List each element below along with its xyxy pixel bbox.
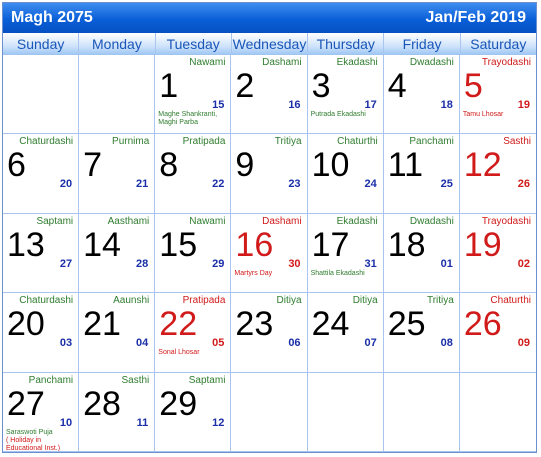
weekday-monday: Monday bbox=[79, 33, 155, 55]
day-cell[interactable] bbox=[231, 55, 307, 134]
tithi-label: Saptami bbox=[188, 374, 226, 386]
english-date: 12 bbox=[212, 416, 225, 429]
tithi-label: Dwadashi bbox=[409, 215, 454, 227]
nepali-date: 18 bbox=[387, 225, 426, 264]
english-date: 03 bbox=[59, 337, 73, 350]
nepali-month-title: Magh 2075 bbox=[11, 9, 93, 26]
tithi-label: Chaturthi bbox=[337, 136, 378, 148]
english-date: 07 bbox=[364, 337, 377, 350]
nepali-date: 7 bbox=[83, 146, 103, 185]
english-date: 09 bbox=[517, 337, 530, 350]
nepali-date: 29 bbox=[159, 384, 198, 423]
tithi-label: Ekadashi bbox=[336, 215, 378, 227]
nepali-date: 21 bbox=[83, 305, 121, 344]
nepali-date: 4 bbox=[387, 67, 407, 105]
nepali-date: 14 bbox=[83, 225, 121, 264]
nepali-date: 1 bbox=[159, 67, 179, 105]
day-cell[interactable] bbox=[384, 293, 460, 372]
event-text: Putrada Ekadashi bbox=[310, 111, 366, 118]
event-label bbox=[311, 270, 381, 278]
tithi-label: Pratipada bbox=[182, 136, 226, 148]
day-cell[interactable] bbox=[384, 134, 460, 213]
date-grid bbox=[3, 55, 536, 452]
tithi-label: Tritiya bbox=[426, 295, 454, 307]
tithi-label: Panchami bbox=[409, 136, 454, 148]
tithi-label: Chaturdashi bbox=[19, 136, 74, 148]
event-text: Tamu Lhosar bbox=[462, 111, 504, 118]
day-cell[interactable] bbox=[79, 293, 155, 372]
english-date: 05 bbox=[212, 337, 225, 350]
tithi-label: Dwadashi bbox=[409, 57, 454, 68]
event-label bbox=[463, 111, 533, 119]
nepali-date: 22 bbox=[159, 305, 198, 344]
weekday-friday: Friday bbox=[384, 33, 460, 55]
english-date: 31 bbox=[364, 257, 377, 270]
day-cell[interactable] bbox=[460, 214, 536, 293]
nepali-date: 13 bbox=[7, 225, 45, 264]
weekday-saturday: Saturday bbox=[461, 33, 536, 55]
nepali-date: 17 bbox=[311, 225, 350, 264]
day-cell[interactable] bbox=[384, 214, 460, 293]
tithi-label: Trayodashi bbox=[481, 215, 531, 227]
weekday-tuesday: Tuesday bbox=[156, 33, 232, 55]
tithi-label: Dashami bbox=[262, 215, 302, 227]
empty-cell bbox=[231, 373, 307, 452]
tithi-label: Ditiya bbox=[352, 295, 378, 307]
event-label bbox=[234, 270, 304, 278]
nepali-date: 10 bbox=[311, 146, 350, 185]
tithi-label: Aasthami bbox=[107, 215, 150, 227]
nepali-date: 20 bbox=[7, 305, 45, 344]
nepali-date: 16 bbox=[235, 225, 274, 264]
day-cell[interactable] bbox=[384, 55, 460, 134]
nepali-date: 15 bbox=[159, 225, 198, 264]
event-text: Martyrs Day bbox=[234, 269, 273, 277]
english-date: 02 bbox=[517, 257, 530, 270]
empty-cell bbox=[308, 373, 384, 452]
nepali-date: 2 bbox=[235, 67, 255, 105]
day-cell[interactable] bbox=[231, 214, 307, 293]
nepali-date: 5 bbox=[463, 67, 483, 105]
weekday-wednesday: Wednesday bbox=[232, 33, 308, 55]
event-text: Shattila Ekadashi bbox=[310, 269, 365, 277]
nepali-date: 27 bbox=[7, 384, 45, 423]
weekday-sunday: Sunday bbox=[3, 33, 79, 55]
tithi-label: Aaunshi bbox=[113, 295, 150, 307]
day-cell[interactable] bbox=[3, 373, 79, 452]
english-date: 24 bbox=[364, 178, 377, 191]
tithi-label: Ditiya bbox=[276, 295, 302, 307]
day-cell[interactable] bbox=[79, 214, 155, 293]
empty-cell bbox=[460, 373, 536, 452]
tithi-label: Saptami bbox=[36, 215, 74, 227]
day-cell[interactable] bbox=[79, 373, 155, 452]
event-label bbox=[311, 111, 381, 119]
day-cell[interactable] bbox=[460, 55, 536, 134]
day-cell[interactable] bbox=[155, 55, 231, 134]
tithi-label: Nawami bbox=[189, 215, 226, 227]
nepali-date: 3 bbox=[311, 67, 331, 105]
tithi-label: Tritiya bbox=[274, 136, 302, 148]
nepali-date: 6 bbox=[7, 146, 26, 185]
english-date: 01 bbox=[440, 257, 453, 270]
nepali-date: 8 bbox=[159, 146, 179, 185]
english-date: 10 bbox=[59, 416, 73, 429]
event-label bbox=[158, 111, 228, 127]
day-cell[interactable] bbox=[231, 293, 307, 372]
nepali-date: 19 bbox=[463, 225, 502, 264]
english-date: 22 bbox=[212, 178, 225, 191]
event-text: Saraswoti Puja bbox=[6, 428, 53, 436]
english-date: 21 bbox=[136, 178, 149, 191]
english-month-title: Jan/Feb 2019 bbox=[425, 9, 526, 26]
empty-cell bbox=[79, 55, 155, 134]
day-cell[interactable] bbox=[308, 214, 384, 293]
event-label bbox=[158, 349, 228, 357]
english-date: 08 bbox=[440, 337, 453, 350]
day-cell[interactable] bbox=[155, 214, 231, 293]
nepali-date: 11 bbox=[387, 146, 423, 185]
nepali-date: 28 bbox=[83, 384, 121, 423]
empty-cell bbox=[3, 55, 79, 134]
day-cell[interactable] bbox=[155, 293, 231, 372]
day-cell[interactable] bbox=[155, 373, 231, 452]
nepali-date: 25 bbox=[387, 305, 426, 344]
english-date: 29 bbox=[212, 257, 225, 270]
calendar-header bbox=[3, 3, 536, 33]
tithi-label: Ekadashi bbox=[336, 57, 378, 68]
event-label bbox=[6, 429, 76, 452]
english-date: 25 bbox=[440, 178, 453, 191]
tithi-label: Panchami bbox=[28, 374, 74, 386]
english-date: 06 bbox=[288, 337, 301, 350]
english-date: 11 bbox=[136, 416, 149, 429]
english-date: 23 bbox=[288, 178, 301, 191]
weekday-thursday: Thursday bbox=[308, 33, 384, 55]
tithi-label: Chaturdashi bbox=[19, 295, 74, 307]
weekday-row bbox=[3, 33, 536, 55]
nepali-date: 9 bbox=[235, 146, 255, 185]
english-date: 04 bbox=[136, 337, 149, 350]
english-date: 17 bbox=[364, 99, 377, 111]
day-cell[interactable] bbox=[460, 293, 536, 372]
empty-cell bbox=[384, 373, 460, 452]
event-text: Maghe Shankranti, Maghi Parba bbox=[158, 111, 218, 126]
day-cell[interactable] bbox=[3, 293, 79, 372]
nepali-date: 26 bbox=[463, 305, 502, 344]
day-cell[interactable] bbox=[155, 134, 231, 213]
english-date: 20 bbox=[59, 178, 73, 191]
english-date: 15 bbox=[212, 99, 225, 111]
tithi-label: Nawami bbox=[189, 57, 226, 68]
english-date: 19 bbox=[517, 99, 530, 111]
day-cell[interactable] bbox=[3, 214, 79, 293]
tithi-label: Trayodashi bbox=[481, 57, 531, 68]
english-date: 16 bbox=[288, 99, 301, 111]
nepali-date: 24 bbox=[311, 305, 350, 344]
tithi-label: Chaturthi bbox=[490, 295, 531, 307]
event-text: Sonal Lhosar bbox=[158, 349, 200, 357]
day-cell[interactable] bbox=[231, 134, 307, 213]
day-cell[interactable] bbox=[308, 293, 384, 372]
english-date: 27 bbox=[59, 257, 73, 270]
english-date: 30 bbox=[288, 257, 301, 270]
day-cell[interactable] bbox=[79, 134, 155, 213]
tithi-label: Sasthi bbox=[121, 374, 150, 386]
day-cell[interactable] bbox=[308, 134, 384, 213]
tithi-label: Sasthi bbox=[503, 136, 531, 148]
day-cell[interactable] bbox=[3, 134, 79, 213]
tithi-label: Pratipada bbox=[182, 295, 226, 307]
english-date: 28 bbox=[136, 257, 149, 270]
tithi-label: Purnima bbox=[112, 136, 150, 148]
english-date: 26 bbox=[517, 178, 530, 191]
day-cell[interactable] bbox=[308, 55, 384, 134]
english-date: 18 bbox=[440, 99, 453, 111]
nepali-date: 23 bbox=[235, 305, 274, 344]
tithi-label: Dashami bbox=[262, 57, 302, 68]
calendar bbox=[2, 2, 537, 453]
event-note: ( Holiday in Educational Inst.) bbox=[6, 436, 61, 452]
nepali-date: 12 bbox=[463, 146, 502, 185]
day-cell[interactable] bbox=[460, 134, 536, 213]
